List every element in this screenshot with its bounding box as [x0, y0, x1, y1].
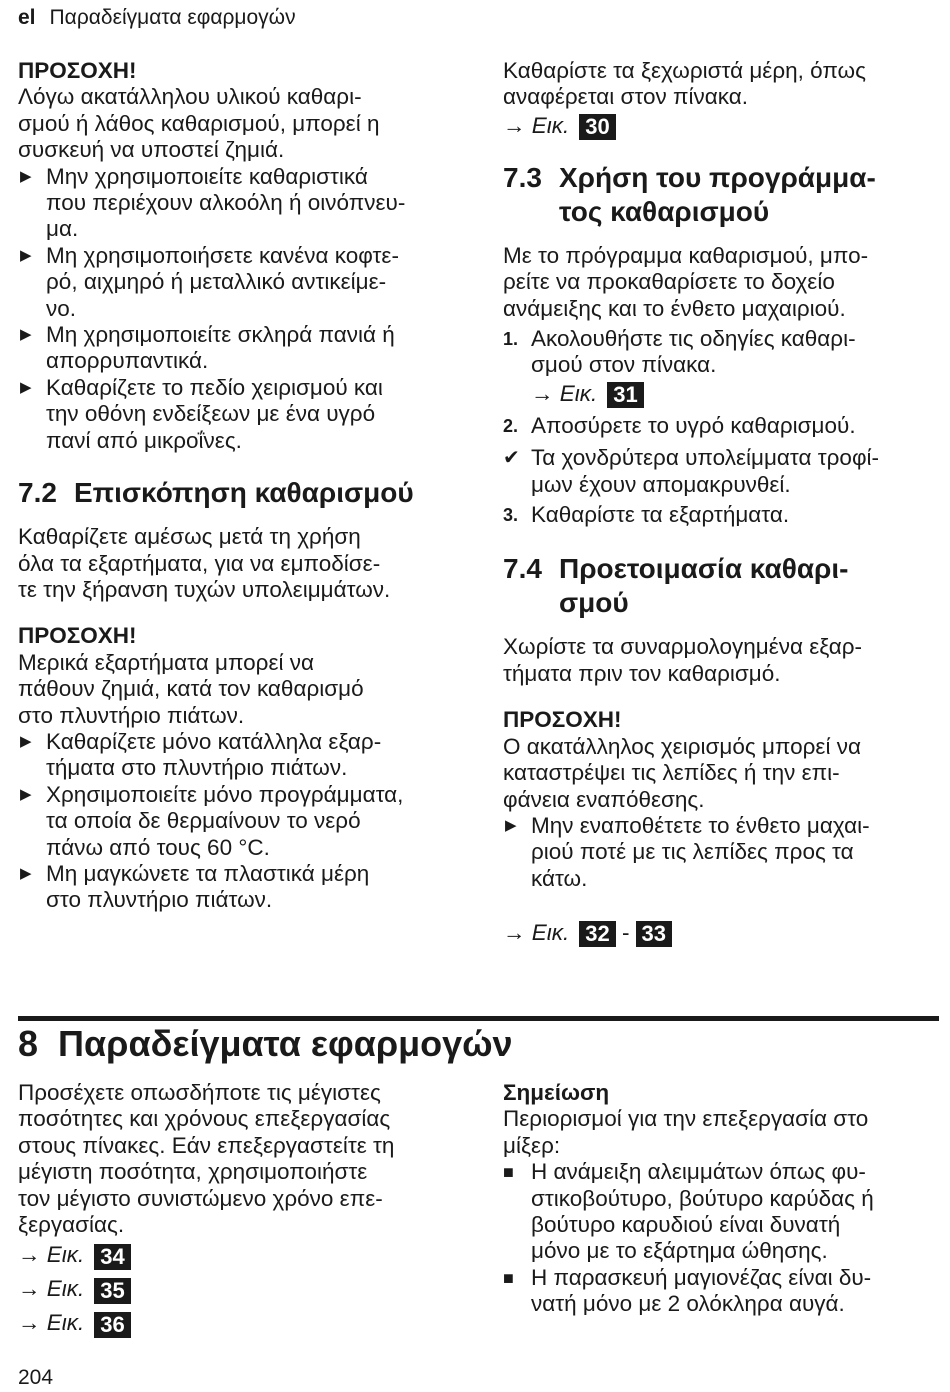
- triangle-bullet-icon: ▶: [505, 816, 517, 834]
- text-line: Καθαρίζετε αμέσως μετά τη χρήση: [18, 524, 361, 550]
- text-line: ριού ποτέ με τις λεπίδες προς τα: [531, 839, 854, 865]
- square-bullet-icon: ■: [503, 1267, 514, 1288]
- text-line: τήματα στο πλυντήριο πιάτων.: [46, 755, 348, 781]
- text-line: σμού ή λάθος καθαρισμού, μπορεί η: [18, 110, 380, 136]
- text-line: την οθόνη ενδείξεων με ένα υγρό: [46, 401, 376, 427]
- range-dash: -: [622, 920, 630, 946]
- text-line: ρείτε να προκαθαρίσετε το δοχείο: [503, 269, 835, 295]
- text-line: ξεργασίας.: [18, 1212, 125, 1238]
- text-line: τον μέγιστο συνιστώμενο χρόνο επε-: [18, 1185, 383, 1211]
- text-line: νατή μόνο με 2 ολόκληρα αυγά.: [531, 1291, 845, 1317]
- bullet-item: [18, 861, 456, 914]
- text-line: Μη χρησιμοποιήσετε κανένα κοφτε-: [46, 242, 399, 268]
- warning-block-3: [503, 707, 943, 892]
- text-line: πάνω από τους 60 °C.: [46, 834, 270, 860]
- triangle-bullet-icon: ▶: [20, 864, 32, 882]
- text-line: φάνεια εναπόθεσης.: [503, 786, 705, 812]
- text-line: μίξερ:: [503, 1132, 561, 1158]
- text-line: στο πλυντήριο πιάτων.: [18, 702, 245, 728]
- step-number: 2.: [503, 415, 519, 436]
- running-header: [18, 6, 296, 30]
- figure-tag: 30: [579, 114, 615, 140]
- arrow-right-icon: →: [18, 1310, 41, 1336]
- triangle-bullet-icon: ▶: [20, 732, 32, 750]
- text-line: ποσότητες και χρόνους επεξεργασίας: [18, 1106, 391, 1132]
- section-title: Επισκόπηση καθαρισμού: [74, 477, 414, 509]
- text-line: Προσέχετε οπωσδήποτε τις μέγιστες: [18, 1080, 381, 1105]
- figure-reference-34: [18, 1240, 456, 1270]
- step-number: 1.: [503, 329, 519, 350]
- warning-title: ΠΡΟΣΟΧΗ!: [503, 707, 622, 733]
- text-line: βούτυρο καρυδιού είναι δυνατή: [531, 1212, 841, 1238]
- text-line: Μην χρησιμοποιείτε καθαριστικά: [46, 163, 368, 189]
- text-line: ανάμειξης και το ένθετο μαχαιριού.: [503, 295, 846, 321]
- text-line: Μη μαγκώνετε τα πλαστικά μέρη: [46, 860, 370, 886]
- section-number: 7.3: [503, 161, 542, 193]
- figure-tag: 34: [94, 1244, 130, 1270]
- section-heading-7-4: [503, 552, 943, 620]
- triangle-bullet-icon: ▶: [20, 167, 32, 185]
- bullet-item: [503, 813, 943, 892]
- section-number: 7.2: [18, 477, 57, 509]
- warning-block-2: [18, 623, 456, 913]
- text-line: Μερικά εξαρτήματα μπορεί να: [18, 649, 315, 675]
- step-item-3: [503, 502, 943, 528]
- text-line: Λόγω ακατάλληλου υλικού καθαρι-: [18, 84, 362, 110]
- section-divider: [18, 1016, 939, 1021]
- arrow-right-icon: →: [503, 920, 526, 946]
- text-line: Με το πρόγραμμα καθαρισμού, μπο-: [503, 242, 869, 268]
- chapter-8-right-column: [503, 1080, 943, 1318]
- figure-label: Εικ.: [559, 380, 598, 406]
- left-column: [18, 58, 456, 914]
- warning-title: ΠΡΟΣΟΧΗ!: [18, 58, 137, 83]
- figure-tag: 33: [636, 921, 672, 947]
- text-line: Περιορισμοί για την επεξεργασία στο: [503, 1106, 869, 1132]
- triangle-bullet-icon: ▶: [20, 246, 32, 264]
- text-line: Καθαρίζετε μόνο κατάλληλα εξαρ-: [46, 728, 382, 754]
- text-line: σμού στον πίνακα.: [531, 352, 717, 378]
- text-line: Χρησιμοποιείτε μόνο προγράμματα,: [46, 781, 404, 807]
- text-line: πανί από μικροΐνες.: [46, 427, 242, 453]
- triangle-bullet-icon: ▶: [20, 326, 32, 344]
- warning-title: ΠΡΟΣΟΧΗ!: [18, 623, 137, 649]
- check-icon: ✔: [503, 447, 520, 470]
- text-line: Τα χονδρύτερα υπολείμματα τροφί-: [531, 445, 880, 471]
- text-line: καταστρέψει τις λεπίδες ή την επι-: [503, 760, 840, 786]
- triangle-bullet-icon: ▶: [20, 785, 32, 803]
- text-line: πάθουν ζημιά, κατά τον καθαρισμό: [18, 676, 364, 702]
- step-number: 3.: [503, 505, 519, 526]
- section-heading-7-3: [503, 161, 943, 229]
- figure-reference-35: [18, 1274, 456, 1304]
- text-line: που περιέχουν αλκοόλη ή οινόπνευ-: [46, 190, 406, 216]
- text-line: μων έχουν απομακρυνθεί.: [531, 471, 791, 497]
- text-line: όλα τα εξαρτήματα, για να εμποδίσε-: [18, 550, 381, 576]
- text-line: Η παρασκευή μαγιονέζας είναι δυ-: [531, 1264, 872, 1290]
- figure-reference-32-33: [503, 918, 943, 948]
- bullet-item: [18, 243, 456, 322]
- text-line: απορρυπαντικά.: [46, 348, 209, 374]
- step-item-2: [503, 413, 943, 439]
- section-title-line: τος καθαρισμού: [559, 195, 770, 227]
- figure-label: Εικ.: [531, 112, 570, 138]
- text-line: Η ανάμειξη αλειμμάτων όπως φυ-: [531, 1159, 866, 1185]
- right-column: [503, 58, 943, 948]
- figure-reference-30: [503, 111, 943, 141]
- figure-reference-36: [18, 1308, 456, 1338]
- note-title: Σημείωση: [503, 1080, 610, 1105]
- result-item: [503, 445, 943, 498]
- figure-tag: 35: [94, 1278, 130, 1304]
- language-code: el: [18, 6, 36, 29]
- figure-tag: 31: [607, 382, 643, 408]
- bullet-item: [18, 375, 456, 454]
- text-line: μα.: [46, 216, 79, 242]
- chapter-number: 8: [18, 1023, 39, 1064]
- text-line: μόνο με το εξάρτημα ώθησης.: [531, 1238, 828, 1264]
- text-line: ρό, αιχμηρό ή μεταλλικό αντικείμε-: [46, 269, 387, 295]
- text-line: Καθαρίστε τα εξαρτήματα.: [531, 502, 790, 528]
- page-number: 204: [18, 1366, 54, 1389]
- text-line: Καθαρίζετε το πεδίο χειρισμού και: [46, 374, 383, 400]
- text-line: τα οποία δε θερμαίνουν το νερό: [46, 808, 361, 834]
- header-title: Παραδείγματα εφαρμογών: [49, 6, 296, 29]
- text-line: Χωρίστε τα συναρμολογημένα εξαρ-: [503, 634, 863, 660]
- bullet-item: [503, 1265, 943, 1318]
- text-line: Μην εναποθέτετε το ένθετο μαχαι-: [531, 812, 870, 838]
- text-line: Αποσύρετε το υγρό καθαρισμού.: [531, 412, 856, 438]
- figure-tag: 32: [579, 921, 615, 947]
- text-line: κάτω.: [531, 865, 588, 891]
- text-line: νο.: [46, 295, 77, 321]
- text-line: στους πίνακες. Εάν επεξεργαστείτε τη: [18, 1132, 395, 1158]
- text-line: Ακολουθήστε τις οδηγίες καθαρι-: [531, 326, 856, 352]
- figure-tag: 36: [94, 1312, 130, 1338]
- triangle-bullet-icon: ▶: [20, 378, 32, 396]
- text-line: αναφέρεται στον πίνακα.: [503, 84, 749, 110]
- square-bullet-icon: ■: [503, 1162, 514, 1183]
- section-number: 7.4: [503, 553, 542, 585]
- text-line: στο πλυντήριο πιάτων.: [46, 887, 273, 913]
- figure-label: Εικ.: [46, 1242, 85, 1268]
- chapter-8-left-column: [18, 1080, 456, 1338]
- figure-label: Εικ.: [46, 1276, 85, 1302]
- text-line: μέγιστη ποσότητα, χρησιμοποιήστε: [18, 1159, 368, 1185]
- bullet-item: [503, 1159, 943, 1265]
- text-line: στικοβούτυρο, βούτυρο καρύδας ή: [531, 1185, 874, 1211]
- step-item-1: [503, 326, 943, 409]
- section-title-line: Χρήση του προγράμμα-: [559, 161, 876, 193]
- text-line: Ο ακατάλληλος χειρισμός μπορεί να: [503, 733, 861, 759]
- bullet-item: [18, 322, 456, 375]
- chapter-title: Παραδείγματα εφαρμογών: [58, 1023, 513, 1064]
- figure-label: Εικ.: [531, 920, 570, 946]
- figure-label: Εικ.: [46, 1310, 85, 1336]
- chapter-heading-8: [18, 1022, 513, 1066]
- text-line: τήματα πριν τον καθαρισμό.: [503, 660, 781, 686]
- bullet-item: [18, 729, 456, 782]
- section-title-line: Προετοιμασία καθαρι-: [559, 553, 849, 585]
- arrow-right-icon: →: [18, 1276, 41, 1302]
- bullet-item: [18, 782, 456, 861]
- text-line: Μη χρησιμοποιείτε σκληρά πανιά ή: [46, 322, 395, 348]
- text-line: Καθαρίστε τα ξεχωριστά μέρη, όπως: [503, 58, 866, 83]
- figure-reference-31: [531, 379, 943, 409]
- bullet-item: [18, 164, 456, 243]
- section-title-line: σμού: [559, 587, 629, 619]
- arrow-right-icon: →: [531, 380, 554, 406]
- text-line: τε την ξήρανση τυχών υπολειμμάτων.: [18, 576, 391, 602]
- arrow-right-icon: →: [18, 1242, 41, 1268]
- warning-block-1: [18, 58, 456, 454]
- arrow-right-icon: →: [503, 112, 526, 138]
- section-heading-7-2: [18, 476, 456, 510]
- text-line: συσκευή να υποστεί ζημιά.: [18, 137, 285, 163]
